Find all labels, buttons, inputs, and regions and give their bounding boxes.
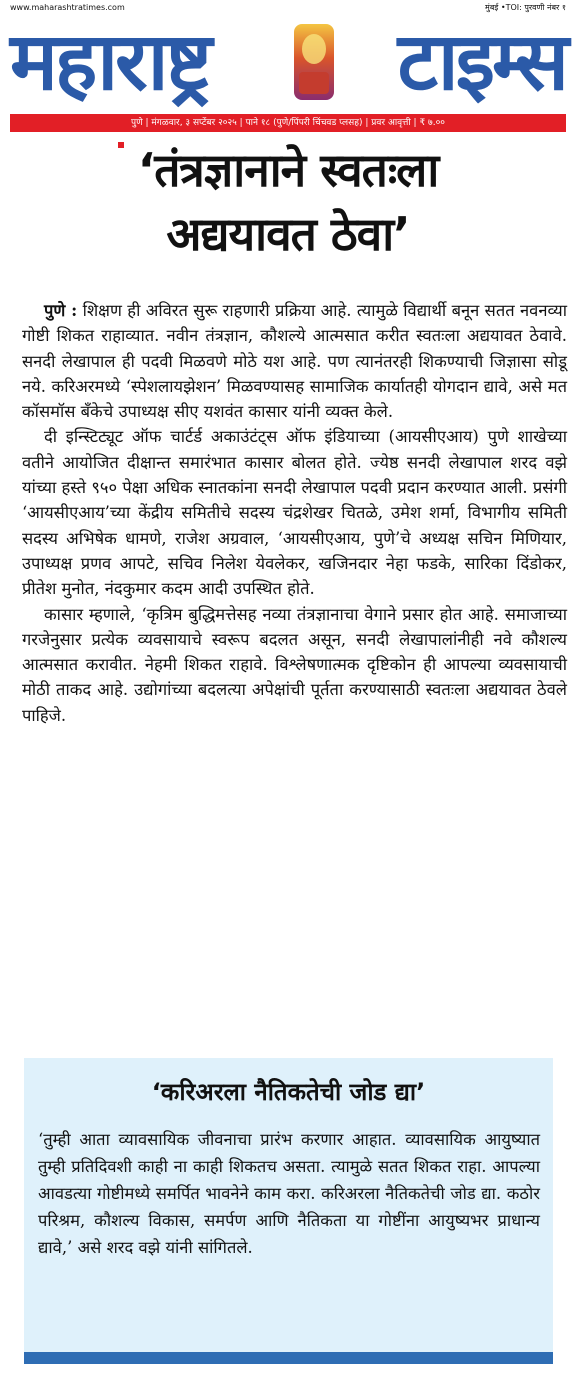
box-bottom-bar xyxy=(24,1352,553,1364)
article-body xyxy=(22,298,567,728)
article-headline xyxy=(10,138,566,266)
masthead xyxy=(10,14,566,112)
paragraph-1-text: शिक्षण ही अविरत सुरू राहणारी प्रक्रिया आहे. त्यामुळे विद्यार्थी बनून सतत नवनव्या गोष्टी शिकत राहाव्यात. नवीन तंत्रज्ञान, कौशल्ये आत्मसात करीत स्वतःला अद्ययावत ठेवावे. सनदी लेखापाल ही पदवी मिळवणे मोठे यश आहे. पण त्यानंतरही शिकण्याची जिज्ञासा सोडू नये. करिअरमध्ये ‘स्पेशलायझेशन’ मिळवण्यासह सामाजिक कार्यातही योगदान द्यावे, असे मत कॉसमॉस बँकेचे उपाध्यक्ष सीए यशवंत कासार यांनी व्यक्त केले. xyxy=(22,301,568,422)
website-url: www.maharashtratimes.com xyxy=(10,3,125,12)
box-paragraph: ‘तुम्ही आता व्यावसायिक जीवनाचा प्रारंभ करणार आहात. व्यावसायिक आयुष्यात तुम्ही प्रतिदिवशी काही ना काही शिकतच असता. त्यामुळे सतत शिकत राहा. आपल्या आवडत्या गोष्टीमध्ये समर्पित भावनेने काम करा. करिअरला नैतिकतेची जोड द्या. कठोर परिश्रम, कौशल्य विकास, समर्पण आणि नैतिकता या गोष्टींना आयुष्यभर प्राधान्य द्यावे,’ असे शरद वझे यांनी सांगितले. xyxy=(38,1130,540,1257)
sidebar-quote-box xyxy=(24,1058,553,1364)
headline-line-1: ‘तंत्रज्ञानाने स्वतःला xyxy=(137,143,439,197)
dateline-city: पुणे : xyxy=(44,301,78,320)
logo-base xyxy=(299,72,329,94)
article-paragraph-2: दी इन्स्टिट्यूट ऑफ चार्टर्ड अकाउंटंट्स ऑफ इंडियाच्या (आयसीएआय) पुणे शाखेच्या वतीने आयोजित दीक्षान्त समारंभात कासार बोलत होते. ज्येष्ठ सनदी लेखापाल शरद वझे यांच्या हस्ते ९५० पेक्षा अधिक स्नातकांना सनदी लेखापाल पदवी प्रदान करण्यात आली. प्रसंगी ‘आयसीएआय’च्या केंद्रीय समितीचे सदस्य चंद्रशेखर चितळे, उमेश शर्मा, विभागीय समिती सदस्य अभिषेक धामणे, राजेश अग्रवाल, ‘आयसीएआय, पुणे’चे अध्यक्ष सचिन मिणियार, उपाध्यक्ष प्रणव आपटे, सचिव निलेश येवलेकर, खजिनदार नेहा फडके, सारिका दिंडोकर, प्रीतेश मुनोत, नंदकुमार कदम आदी उपस्थित होते. xyxy=(22,427,567,599)
ganesha-logo-icon xyxy=(294,24,334,100)
masthead-left-word: महाराष्ट्र xyxy=(10,15,210,108)
article-paragraph-3: कासार म्हणाले, ‘कृत्रिम बुद्धिमत्तेसह नव्या तंत्रज्ञानाचा वेगाने प्रसार होत आहे. समाजाच्या गरजेनुसार प्रत्येक व्यवसायाचे स्वरूप बदलत असून, सनदी लेखापालांनीही नवे कौशल्य आत्मसात करावीत. नेहमी शिकत राहावे. विश्लेषणात्मक दृष्टिकोन ही आपल्या व्यवसायाची मोठी ताकद आहे. उद्योगांच्या बदलत्या अपेक्षांची पूर्तता करण्यासाठी स्वतःला अद्ययावत ठेवले पाहिजे. xyxy=(22,604,567,725)
top-strip xyxy=(10,2,566,14)
headline-line-2: अद्ययावत ठेवा’ xyxy=(166,207,410,261)
logo-glow xyxy=(302,34,326,64)
article-paragraph-1 xyxy=(22,298,567,424)
masthead-right-word: टाइम्स xyxy=(397,15,566,108)
headline-marker-icon xyxy=(118,142,124,148)
dateline-bar: पुणे | मंगळवार, ३ सप्टेंबर २०२५ | पाने १८ (पुणे/पिंपरी चिंचवड प्लसह) | प्रवर आवृत्ती | ₹ ७.०० xyxy=(10,114,566,132)
box-title: ‘करिअरला नैतिकतेची जोड द्या’ xyxy=(151,1078,426,1106)
box-text xyxy=(38,1126,540,1261)
edition-note: मुंबई •TOI: पुरवणी नंबर १ xyxy=(485,3,566,12)
